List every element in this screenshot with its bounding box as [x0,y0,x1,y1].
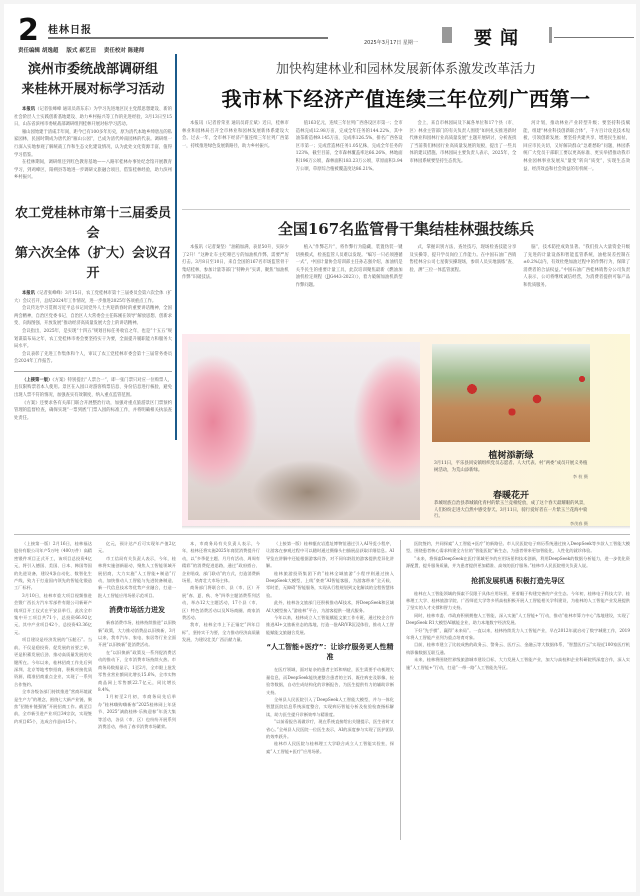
article-paragraph: 此外，桂林各文旅部门还积极推动AI技术，将DeepSeek和区域AI大模型接入“游桂林”平台，为游客提供一键式服务。 [266,600,394,613]
bottom-column-5 [406,540,630,671]
photo-credit: 李 枝 摄 [572,474,588,480]
headline-binzhou-line2: 来桂林开展对标学习活动 [21,82,165,97]
headline-supervision: 全国167名监管骨干集结桂林强技练兵 [277,220,535,238]
photo-credit: 李茂春 摄 [569,520,588,526]
article-column: 河计划，推动林业产业转型升级；要坚持科技赋能，组建“林业科技创新联合体”，千方百计攻克技术短板，引领创新发展；要坚持共建共享，增进民生福祉，回应市民关切，又好解决群众“急难愁盼”问题，林园系统广大党员干部职工要以更高标准、更实举措推动我市林业园林事业发展从“量变”转向“质变”，实现生态效益、经济效益和社会效益的有机统一。 [523,121,630,172]
left-column [14,60,172,422]
article-paragraph: 目前，桂林市建立了比较成熟的政务云、警务云、医疗云、金融云等大数据体系，“智慧医疗云”实现近100家医疗机构影像数据互联互通。 [406,642,630,655]
article-paragraph: （上接第一版）桂林甑皮岩遗址博物馆通过引入AI导览小程序，让游客在参观过程中可以随时通过摄像头扫描展品获取详细信息。AI导览在讲解中还能根据游客问答，对不同年龄段的游客提供差异化讲解。 [266,541,394,569]
article-paragraph: 本报讯（记者张峰峰 通讯员蒋东东）为学习先进地区民主党派思想建设、新的社会阶层人士实践创新基地建设、助力乡村振兴等工作的先进经验，3月13日至15日，山东省滨州市委统战部调研组到桂林开展对标学习活动。 [14,107,172,128]
masthead-rule-right [554,37,634,38]
page-number: 2 [18,13,39,48]
article-paragraph: 新春消费市场，桂林持续推进“以旧换新”政策，大力推动消费品以旧换新，3月以来，我市汽车、家电、家居等行业全面开展“以旧换新”促消费活动。 [98,620,176,648]
column-rule [400,540,401,840]
lead-headline: 我市林下经济产值连续三年位列广西第一 [221,87,591,111]
article-column: 本报讯（记者曾荣亚 通讯员蒋丘斌）近日，桂林市林业和园林局召开全市林业和园林发展新体系建设大会。过去一年，全市林下经济产值连续三年位列广西第一，持续推进绿色发展新路径，助力乡村振兴。 [182,121,289,149]
column-rule-blue [175,54,177,440]
article-paragraph: 在医疗领域，面对复杂的患者主诉和病症，医生需要手动梳理大量信息，而DeepSeek能快速整合患者的主诉、既往病史及影像、检验等数据，自动生成结构化的诊断报告，为医生提供有力的辅助诊断支持。 [266,667,394,695]
article-paragraph: 在“以旧换新”政策及一系列促消费活动的推动下，全市消费市场持续火热。市商务局数据显示，1至2月，全市限上批发零售业营业额同比增长15.6%，全市实物商品网上零售额22.7亿元，同比增长8.4%。 [98,649,176,692]
bottom-column-2 [98,540,176,730]
paper-name-logo: 桂林日报 [48,25,92,36]
caption-planting: 3月11日，平乐县同安镇组织党员志愿者、人大代表、村“两委”成员开展义务植树活动，为荒山添新绿。 李 枝 摄 [434,461,588,480]
article-paragraph: 医院签约，共同探索“人工智能+医疗”的新路径。市人民医院电子病历系统通过接入DeepSeek等多款人工智能大模型，围绕患者核心需求构建全方位的“智能医院”新生态，为患者带来更加智能化、人性化的就诊体验。 [406,541,630,554]
caption-blossom: 恭城瑶族自治县恭城镇化青村的紫玉兰竞相绽放，成了这个春天最耀眼的风景，人们纷纷走进大自然中感受春天。3月11日，骑行爱好者在一片紫玉兰花海中骑行。 李茂春 摄 [434,501,588,526]
article-column: 会上，来自市林园局及下属各单位和17个县（市、区）林业主管部门的有关负责人围绕“如何扎实推进新时代林业和园林行业高质量发展”主题开展研讨，分析查找了当前我们林园行业高质量发展的短板，提出了一些具体的建议措施。市林园局主要负责人表示，2025年，全市林园系统要坚持生态优先。 [409,121,517,164]
bottom-column-4 [266,540,394,755]
article-paragraph: 市工信局有关负责人表示，今年，桂林将实施创新驱动，聚焦人工智能领域开展招商，大力实施“人工智能+制造”行动，加快推动人工智能与先进装备制造、新一代信息技术等优势产业融合，打造一批人工智能应用场景示范项目。 [98,555,176,598]
article-paragraph: 下好“先手棋”，赢得“未来局”。一直以来，桂林持续发力人工智能产业，早在2012年就启动了数字城建工作，2019年将人工智能产业列为重点培育对象。 [406,627,630,641]
byline: 本报讯 [22,107,36,112]
article-paragraph: 桂林旅游投资集团下的“桂林全域旅游”小程序则通过接入DeepSeek大模型，上线“豪豪”AI智能客服，为游客带来“全天候、零时差、无障碍”智能服务，实现从行程规划到文化解读的全程智慧体验。 [266,570,394,598]
article-paragraph: 未来，桂林将围绕世界级旅游城市建设目标，大力发展人工智能产业，加大与高校和企业科研院所深度合作，深入实施“人工智能+”行动，打造“一带一路”人工智能先导区。 [406,657,630,670]
article-paragraph: 亿元，预计达产后可实现年产值2亿元。 [98,541,176,554]
article-paragraph: 今年以来，桂林成立人工智能赋能文旅工作专班，通过校企合作推进AI+文旅新业态的落地，打造一批AR/VR沉浸体验，推动人工智能赋能文旅融合发展。 [266,615,394,635]
article-paragraph: 3月10日，桂林市重大项目视频推进会暨广西长方汽车零部件有限公司新研产线项目开工仪式在平安县举行，此次全市集中开工项目共71个，总投资66.92亿元，其中产业项目42个，总投资43.36亿元。 [14,592,92,635]
byline: 本报讯 [22,290,35,296]
article-paragraph: 项目建设是经济发展的“压舱石”。当前，不仅是稳投资、促发展的首要之举，更是积蓄发展后劲、推动高质量发展的关键所在。今年以来，桂林招商工作先后到深圳、北京等地考察招商，积极对接优质资源，精准招商重点企业，实现了一系列合作签约。 [14,637,92,687]
subheading-ai-medical: “人工智能+医疗”：让诊疗服务更人性精准 [266,643,394,662]
section-bar-right [549,27,552,43]
article-paragraph: 在桂林期间，调研组还到红色教育基地——八路军桂林办事处纪念馆开展教育学习，到鸡峰区、阳朔县等地进一步调研文旅融合项目，借鉴桂林经验，助力滨州乡村振兴。 [14,160,172,181]
section-name: 要闻 [474,28,526,49]
headline-binzhou-line1: 滨州市委统战部调研组 [27,62,158,77]
article-paragraph: 《方案》还要求各有关部门联合开展整治行动，加强对重点旅游景区门票预约管理的监督检查，确保实现“一票到底”门票入园的标准工作，并将明确相关执法查处责任。 [14,400,172,421]
article-paragraph: “以前看报告再做诊疗，现在系统直接给出关键提示，医生省时又省心。”全州县人民医院一位医生表示，AI的深度参与实现了医护团队的效率跃升。 [266,719,394,739]
photo-shadow [182,526,630,529]
article-column: 脑”，技术防控成效显著。“我们投入大量资金升级了先进的计量设备和智能监管系统，油枪误差控制在±0.2%以内，有效杜绝加油过程中的作弊行为，保障了消费者的合法权益。”中国石油广西桂林销售分公司负责人表示，公司将继续诚信经营，为消费者提供可靠产品和优质服务。 [523,245,630,288]
lead-story [182,54,630,173]
article-paragraph: 本报讯（记者张峰峰）3月15日，农工党桂林市第十三届委员会第六次全体（扩大）会议召开，总结2024年工作情况，进一步推进2025年各项重点工作。 [14,290,172,304]
section-bar-left [442,27,452,43]
article-paragraph: 同时，桂林市委、市政府积极拥抱人工智能，深入实施“人工智能+”行动，推动“桂林市算力中心”落地建设，实现了DeepSeek R1大模型AI赋能企业，助力本地数字经济发展。 [406,612,630,626]
subheading-consumption: 消费市场活力迸发 [109,606,165,615]
subheading-opportunity: 抢抓发展机遇 积极打造先导区 [471,576,565,585]
article-column: 式，掌握识别方法，查处技巧，现场检查技能分享及实操等，提升学员岗位工作能力。在中国石油广西销售桂林分公司七星街实操现场，参训人员实地演练“查、验、测”三位一体监管流程。 [409,245,517,273]
editor-credit: 版式 郝艺田 [66,48,96,54]
article-column: 植入“作弊芯片”，将作弊行为隐藏，装置伪装一键切换模式，检查监管人员难以发现。“编写一只必须遵循一式”，中国计量协会培训部主任孙志强介绍，加油机是关乎民生的重要计量工具，此次培训聚焦最新《燃油加油机检定规程（JJG443-2023）》，着力破解加油机新型作弊问题。 [295,245,403,288]
article-paragraph: 1月初至2月初，市商务局先后举办“桂林嗨购嗨新春”2025桂林网上年货节、2025“漓韵桂林·乐购迎春”年货大集等活动，各县（市、区）也纷纷开展系列消费活动，带动了春节消费市场繁荣。 [98,694,176,729]
article-paragraph: 会议表彰了先进工作集体和个人，审议了农工党桂林市委会第十三届常务委员会2024年工作报告。 [14,351,172,365]
article-paragraph: 桂林在人工智能领域的探索不仅限于具体应用场景，更着眼于构建完善的产业生态。今年初，桂林电子科技大学、桂林理工大学、桂林旅游学院、广西师范大学等多所高校积极开展人工智能相关学科建设，为桂林的人工智能产业发展提供了坚实的人才支撑和智力支持。 [406,590,630,611]
lead-divider [182,209,630,210]
section-divider [14,371,172,372]
article-column: 值163亿元，连续三年位列广西各设区市第一；全市造林完成12.98万亩，完成全年任务的144.22%，其中油茶新造林9.145万亩，完成率126.5%，排名广西各设区市第一；完成营造林任务1.05亿株，完成全年任务的123%，截至目前，全市森林覆盖率达66.26%，林地面积196万公顷，森林面积183.23万公顷，草原面积3.94万公顷，草原综合植被覆盖度达86.21%。 [295,121,403,172]
bottom-column-3 [182,540,260,644]
article-paragraph: 雁山园始建于清咸丰年间，距今已有100多年历史，原为清代本地乡绅唐岳的私家园林，民国时期成为唐代的“雁山公园”，已成为清代岭南园林的代表。调研组一行深入实地参观了解统战工作和生态文化建设情况，认为此处文化资源丰富，值得学习借鉴。 [14,129,172,158]
editor-credit: 责任校对 陈建师 [103,48,145,54]
headline-nonggong-line1: 农工党桂林市第十三届委员会 [14,205,171,241]
lead-subtitle: 加快构建林业和园林发展新体系激发改革活力 [275,62,536,77]
supervision-body [182,244,630,290]
photo-tree-planting [432,344,590,442]
article-paragraph: 商务部门将联合市、县（市、区）开展“春、夏、秋、冬”四季主题消费系列活动，举办12大主题活动，17个县（市、区）特色消费活动以及N场商圈、商家消费活动。 [182,585,260,621]
photo-magnolia-blossoms [188,342,420,520]
article-paragraph: 全市各级各部门持续推进“营商环境就是生产力”的理念，围绕七大新产业链，聚焦“招链补链强链”开展招商工作。截至目前，全市新引进产业项目34宗次，实现签约项目65个，达成合作意向15个。 [14,689,92,724]
article-paragraph: 会议传达学习贯彻习近平总书记同党外人士共迎新春时的重要讲话精神，全国两会精神，自治区党委书记、自治区人大常委会主任陈刚在领导“解放思想、创新求变、向海图强、开放发展”推动经济高质量发展大会上的讲话精神。 [14,306,172,327]
article-paragraph: （上接第一版）2月16日，桂林福达股份有限公司年产5万吨（400万件）高精密锻件项目正式开工，该项目总投资4亿元，将引入德国、美国、日本、韩国等国的先进设备，建设4条自动化、数智化生产线，致力于打造国内领先的智能化锻造工厂标杆。 [14,541,92,591]
article-paragraph: 桂林市人民医院与桂林理工大学联合成立人工智能实验室，探索“人工智能+医疗”应用场景。 [266,741,394,754]
lead-body [182,120,630,173]
caption-title-planting: 植树添新绿 [488,451,534,461]
article-paragraph: 本，市商务局有关负责人表示，今年，桂林还将实施2025年商贸消费提升行动，以“多季促主题、月月有活动、周周有精彩”的消费促进思路，通过“政府搭台、企业唱戏、部门联动”的方式，打造消费新场景，培育壮大市场主体。 [182,541,260,584]
bottom-divider [14,534,630,535]
article-column: 本报讯（记者秦坚）“油箱加满，表显50升，实际少了2升！”这种让车主吃哑巴亏的加油机作弊，需要严厉打击。3月8日至10日，来自全国的167名市场监管骨干集结桂林，参加计量等部门“特种兵”实训，聚焦“加油机作弊”识破技法。 [182,245,289,281]
masthead-rule [48,37,328,39]
bottom-column-1 [14,540,92,725]
editor-credit: 责任编辑 胡逸超 [18,48,59,54]
editor-credits [18,46,144,54]
issue-date: 2025年3月17日 星期一 [364,40,418,46]
caption-title-blossom: 春暖花开 [492,491,529,501]
continued-label: （上接第一版） [22,377,53,383]
article-paragraph: （上接第一版）《方案》特别提出“人票合一”，即一张门票只对应一位购票人，且仅限购票者本人使用。景区在入园口对游客购票信息、身份信息进行核验，避免出现人票不符的情况，加强查实有效制度，纳入重点监管范围。 [14,377,173,399]
headline-nonggong-line2: 第六次全体（扩大）会议召开 [14,245,171,281]
article-paragraph: 我市，桂林全市上下正锚定“四年目标”，坚持实干为要，全力推动经济高质量发展，为建设壮美广西贡献力量。 [182,622,260,643]
newspaper-page [4,4,636,892]
photo-feature [182,334,630,526]
article-paragraph: 会议指出，2025年，是实现“十四五”规划目标任务收官之年，也是“十五五”规划谋篇布局之年，农工党桂林市委会要坚持实干为要，全面提升履职能力和服务大局水平。 [14,328,172,350]
article-paragraph: “未来，将探索DeepSeek在医疗领域更多的应用场景和技术创新，利用DeepSeek的数据分析能力，进一步优化资源配置，提升服务质量，并为患者提供更加精准、高效的医疗服务。”桂林市人民医院相关负责人说。 [406,555,630,569]
article-paragraph: 全州县人民医院引入了DeepSeek人工智能大模型，并与一体化智慧医院信息系统深度整合，实现病历智能分析及检验检查指标解读，助力医生提升诊断效率与精准度。 [266,696,394,717]
